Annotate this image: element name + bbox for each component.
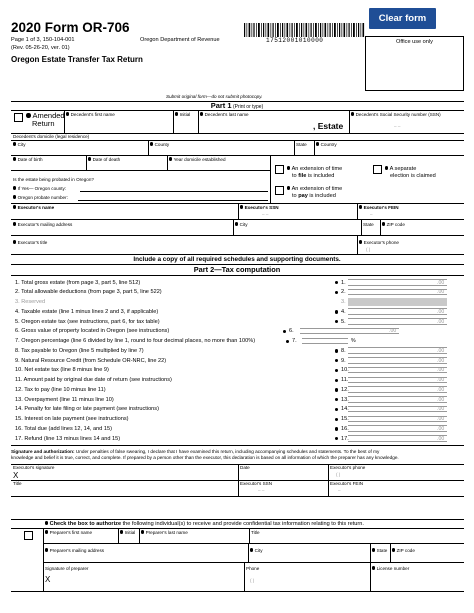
tax-line-amount-input[interactable] [348, 289, 447, 296]
tax-line-cents: .00 [437, 318, 445, 325]
amended-line-1: Amended [32, 111, 65, 120]
tax-line-17 [0, 434, 474, 444]
extension-file-label: An extension of time to file is included [287, 166, 342, 180]
part1-title-note: (Print or type) [231, 104, 264, 110]
date-of-birth-label: Date of birth [13, 157, 43, 162]
country-label: Country [316, 142, 337, 147]
part2-title: Part 2—Tax computation [193, 265, 281, 274]
tax-line-5 [0, 317, 474, 327]
schedules-note: Include a copy of all required schedules and supporting documents. [133, 256, 341, 263]
executor-ssn-dashes: – – [262, 212, 269, 217]
tax-line-8 [0, 346, 474, 356]
executor-fein-label: Executor's FEIN [359, 205, 399, 210]
executor-signature-label: Executor's signature [13, 465, 55, 470]
tax-line-number: 7. [292, 338, 297, 344]
tax-line-number: 2. [341, 289, 346, 296]
tax-line-amount-input[interactable] [348, 308, 447, 315]
separate-election-label: A separate election is claimed [385, 166, 436, 180]
signature-date-label: Date [240, 465, 250, 470]
executor-zip-label: ZIP code [382, 222, 405, 227]
tax-line-3 [0, 298, 474, 308]
tax-line-bullet [283, 330, 286, 333]
state-label: State [296, 142, 307, 147]
tax-line-bullet [286, 340, 289, 343]
tax-line-number: 10. [341, 367, 349, 374]
percent-sign: % [351, 338, 356, 344]
decedent-last-name-label: Decedent's last name [200, 112, 249, 117]
tax-line-amount-input[interactable] [348, 396, 447, 403]
preparer-title-label: Title [251, 530, 260, 535]
tax-line-bullet [335, 418, 338, 421]
tax-line-13 [0, 395, 474, 405]
tax-line-number: 1. [341, 279, 346, 286]
signature-ssn-dashes: – – [258, 488, 265, 493]
tax-line-amount-input[interactable] [348, 386, 447, 393]
decedent-first-name-label: Decedent's first name [66, 112, 115, 117]
tax-line-label: 1. Total gross estate (from page 3, part 5, line 512) [15, 279, 141, 286]
tax-line-bullet [335, 359, 338, 362]
tax-line-number: 8. [341, 347, 346, 354]
authorize-statement: Check the box to authorize the following individual(s) to receive and provide confidential tax information relating to this return. [45, 521, 364, 527]
tax-line-number: 15. [341, 416, 349, 422]
tax-line-number: 9. [341, 357, 346, 364]
barcode-number: 17512001010000 [266, 37, 324, 44]
tax-line-cents: .00 [389, 328, 397, 335]
tax-line-amount-input[interactable] [348, 416, 447, 423]
executor-address-label: Executor's mailing address [13, 222, 72, 227]
tax-line-cents: .00 [437, 406, 445, 413]
tax-line-label: 16. Total due (add lines 12, 14, and 15) [15, 425, 112, 432]
tax-line-number: 11. [341, 377, 349, 383]
extension-file-checkbox[interactable] [275, 165, 284, 174]
amended-line-2: Return [32, 119, 55, 128]
date-of-death-label: Date of death [88, 157, 120, 162]
tax-line-bullet [335, 388, 338, 391]
department-name: Oregon Department of Revenue [140, 37, 220, 43]
tax-line-label: 7. Oregon percentage (line 6 divided by line 1, round to four decimal places, no more than 100%) [15, 338, 256, 344]
tax-line-amount-input[interactable] [300, 328, 399, 335]
tax-line-label: 8. Tax payable to Oregon (line 5 multiplied by line 7) [15, 347, 144, 354]
probate-number-label: Oregon probate number: [13, 195, 68, 200]
extension-pay-label: An extension of time to pay is included [287, 186, 342, 200]
tax-line-number: 3. [341, 299, 346, 305]
clear-form-button[interactable] [369, 8, 436, 29]
tax-line-amount-input[interactable] [348, 435, 447, 442]
signature-title-label: Title [13, 481, 22, 486]
tax-line-amount-input[interactable] [348, 279, 447, 286]
tax-line-label: 4. Taxable estate (line 1 minus lines 2 and 3, if applicable) [15, 308, 159, 315]
tax-line-label: 11. Amount paid by original due date of return (see instructions) [15, 377, 172, 383]
tax-line-bullet [335, 281, 338, 284]
tax-line-number: 12. [341, 386, 349, 393]
executor-state-label: State [363, 222, 374, 227]
preparer-phone-label: Phone [246, 566, 260, 571]
tax-line-12 [0, 385, 474, 395]
signature-ssn-label: Executor's SSN [240, 481, 273, 486]
tax-line-label: 3. Reserved [15, 299, 46, 305]
tax-line-number: 5. [341, 318, 346, 325]
tax-line-2 [0, 288, 474, 298]
amended-return-label [26, 112, 65, 128]
if-yes-county-label: If Yes— Oregon county: [13, 186, 66, 191]
signature-phone-parens: ( ) [336, 472, 341, 477]
initial-label: Initial [175, 112, 190, 117]
signature-fein-label: Executor's FEIN [330, 481, 364, 486]
preparer-state-label: State [372, 548, 387, 553]
tax-line-cents: .00 [437, 377, 445, 383]
tax-line-15 [0, 415, 474, 425]
tax-line-label: 6. Gross value of property located in Oregon (see instructions) [15, 328, 170, 335]
clear-form-label: Clear form [378, 13, 427, 24]
signature-declaration: Signature and authorization: Under penalties of false swearing, I declare that I have examined this return, including accompanying schedules and statements. To the best of my knowledge and belief it is true, correct, and complete. If prepared by a person other than the executor, this declaration is based on all information of which the preparer has any knowledge. [11, 449, 399, 461]
county-label: County [150, 142, 169, 147]
preparer-signature-label: Signature of preparer [45, 566, 89, 571]
tax-line-label: 12. Tax to pay (line 10 minus line 11) [15, 386, 106, 393]
executor-city-label: City [235, 222, 248, 227]
authorize-lead: Check the box to authorize [49, 521, 122, 527]
year-domicile-label: Year domicile established [169, 157, 226, 162]
barcode [244, 23, 366, 37]
tax-line-label: 5. Oregon estate tax (see instructions, part 6, for tax table) [15, 318, 160, 325]
reserved-shaded-box [348, 298, 447, 306]
preparer-license-label: License number [372, 566, 409, 571]
tax-line-label: 13. Overpayment (line 11 minus line 10) [15, 396, 114, 403]
tax-line-bullet [335, 291, 338, 294]
tax-line-amount-input[interactable] [302, 338, 348, 345]
tax-line-10 [0, 366, 474, 376]
tax-line-cents: .00 [437, 357, 445, 364]
form-title: 2020 Form OR-706 [11, 20, 130, 35]
tax-line-number: 14. [341, 406, 349, 413]
part1-title: Part 1 [210, 101, 232, 110]
executor-title-label: Executor's title [13, 240, 47, 245]
tax-line-4 [0, 307, 474, 317]
tax-line-11 [0, 376, 474, 386]
tax-line-amount-input[interactable] [348, 406, 447, 413]
executor-phone-parens: ( ) [366, 247, 371, 252]
form-subtitle: Oregon Estate Transfer Tax Return [11, 55, 143, 64]
preparer-city-label: City [250, 548, 263, 553]
tax-line-number: 4. [341, 308, 346, 315]
tax-line-amount-input[interactable] [348, 357, 447, 364]
tax-line-amount-input[interactable] [348, 318, 447, 325]
amended-return-checkbox[interactable] [14, 113, 23, 122]
tax-line-cents: .00 [437, 425, 445, 432]
tax-line-bullet [335, 437, 338, 440]
preparer-address-label: Preparer's mailing address [45, 548, 104, 553]
executor-phone-label: Executor's phone [359, 240, 399, 245]
preparer-initial-label: Initial [120, 530, 135, 535]
submit-note: Submit original form—do not submit photocopy. [166, 94, 263, 99]
tax-line-amount-input[interactable] [348, 347, 447, 354]
tax-line-number: 13. [341, 396, 349, 403]
tax-line-bullet [335, 369, 338, 372]
probate-question: Is the estate being probated in Oregon? [13, 177, 94, 182]
tax-line-cents: .00 [437, 386, 445, 393]
decedent-ssn-dashes: – – [394, 124, 401, 129]
signature-phone-label: Executor's phone [330, 465, 366, 470]
tax-line-number: 16. [341, 425, 349, 432]
tax-line-label: 17. Refund (line 13 minus lines 14 and 15) [15, 435, 121, 442]
tax-line-bullet [335, 408, 338, 411]
estate-suffix: , Estate [313, 121, 344, 131]
decedent-ssn-label: Decedent's Social Security number (SSN) [351, 112, 441, 117]
tax-line-9 [0, 356, 474, 366]
tax-line-label: 2. Total allowable deductions (from page 3, part 5, line 522) [15, 289, 162, 296]
tax-line-bullet [335, 398, 338, 401]
tax-line-cents: .00 [437, 416, 445, 422]
revision-info: (Rev. 05-26-20, ver. 01) [11, 45, 70, 51]
tax-line-bullet [335, 310, 338, 313]
office-use-box [365, 36, 464, 91]
tax-line-label: 15. Interest on late payment (see instructions) [15, 416, 129, 422]
domicile-label: Decedent's domicile (legal residence) [13, 134, 90, 139]
executor-signature-x: X [13, 471, 19, 480]
tax-line-bullet [335, 379, 338, 382]
preparer-last-name-label: Preparer's last name [141, 530, 188, 535]
preparer-zip-label: ZIP code [392, 548, 415, 553]
preparer-phone-parens: ( ) [250, 578, 255, 583]
tax-line-6 [0, 327, 474, 337]
tax-line-cents: .00 [437, 435, 445, 442]
extension-pay-checkbox[interactable] [275, 186, 284, 195]
tax-line-1 [0, 278, 474, 288]
tax-line-bullet [335, 349, 338, 352]
preparer-first-name-label: Preparer's first name [45, 530, 92, 535]
tax-line-number: 6. [289, 328, 294, 335]
authorize-preparer-checkbox[interactable] [24, 531, 33, 540]
signature-lead: Signature and authorization: [11, 449, 75, 454]
tax-line-bullet [335, 320, 338, 323]
preparer-signature-x: X [45, 575, 51, 584]
tax-line-amount-input[interactable] [348, 367, 447, 374]
tax-line-bullet [335, 427, 338, 430]
tax-line-label: 10. Net estate tax (line 8 minus line 9) [15, 367, 109, 374]
separate-election-checkbox[interactable] [373, 165, 382, 174]
tax-line-16 [0, 424, 474, 434]
tax-line-cents: .00 [437, 289, 445, 296]
city-label: City [13, 142, 26, 147]
tax-line-cents: .00 [437, 308, 445, 315]
tax-line-cents: .00 [437, 396, 445, 403]
tax-line-number: 17. [341, 435, 349, 442]
tax-line-label: 14. Penalty for late filing or late payment (see instructions) [15, 406, 159, 413]
page-info: Page 1 of 3, 150-104-001 [11, 37, 75, 43]
tax-line-label: 9. Natural Resource Credit (from Schedule OR-NRC, line 22) [15, 357, 167, 364]
tax-line-14 [0, 405, 474, 415]
signature-fein-dash: – [338, 488, 341, 493]
tax-line-amount-input[interactable] [348, 377, 447, 384]
executor-ssn-label: Executor's SSN [240, 205, 279, 210]
office-use-label: Office use only [396, 39, 433, 45]
executor-fein-dash: – [370, 212, 373, 217]
tax-line-cents: .00 [437, 367, 445, 374]
tax-line-cents: .00 [437, 347, 445, 354]
executor-name-label: Executor's name [13, 205, 54, 210]
tax-line-cents: .00 [437, 279, 445, 286]
tax-line-amount-input[interactable] [348, 425, 447, 432]
tax-line-7 [0, 337, 474, 347]
